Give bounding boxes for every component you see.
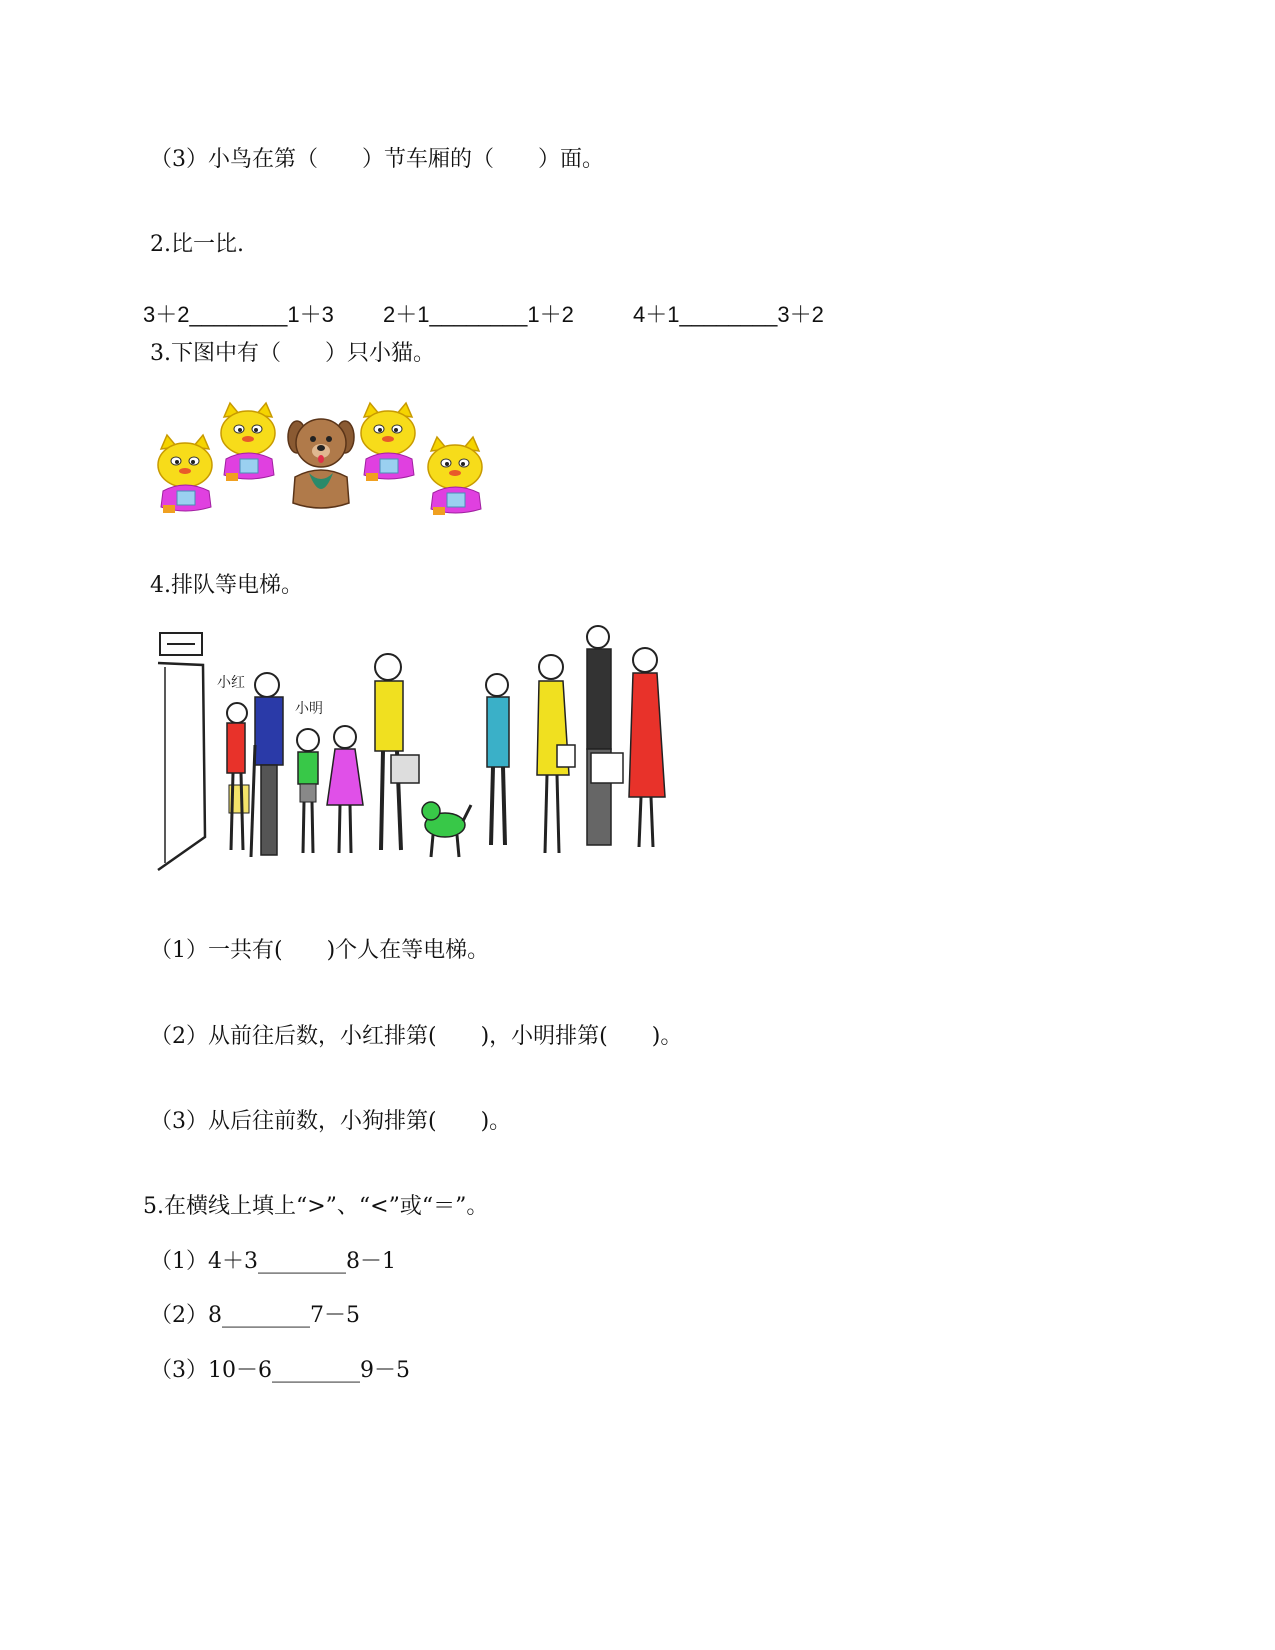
question-5-item-3: （3）10－6________9－5 — [150, 1358, 410, 1383]
compare-item-1: 3＋2________1＋3 — [143, 302, 334, 327]
question-2-title: 2.比一比. — [150, 232, 244, 257]
kittens-figure — [150, 395, 495, 520]
question-4-sub-1: （1）一共有( )个人在等电梯。 — [150, 938, 490, 963]
person-man-yellow — [375, 654, 419, 850]
person-girl-pink — [327, 726, 363, 853]
elevator-queue-figure — [155, 625, 670, 885]
question-5-item-2: （2）8________7－5 — [150, 1303, 360, 1328]
compare-item-2: 2＋1________1＋2 — [383, 302, 574, 327]
person-man-suit — [587, 626, 623, 845]
person-old-man — [251, 673, 283, 857]
compare-item-3: 4＋1________3＋2 — [633, 302, 824, 327]
person-man-striped — [486, 674, 509, 845]
person-woman-red — [629, 648, 665, 847]
dog — [422, 802, 471, 857]
question-4-sub-3: （3）从后往前数，小狗排第( )。 — [150, 1109, 512, 1134]
question-5-item-1: （1）4＋3________8－1 — [150, 1249, 396, 1274]
question-4-title: 4.排队等电梯。 — [150, 573, 303, 598]
question-5-title: 5.在横线上填上“>”、“<”或“＝”。 — [143, 1194, 489, 1219]
person-woman-yellow — [537, 655, 575, 853]
person-xiaohong — [227, 703, 249, 850]
label-xiaoming: 小明 — [295, 701, 323, 717]
question-3-title: 3.下图中有（ ）只小猫。 — [150, 341, 435, 366]
question-4-sub-2: （2）从前往后数，小红排第( )，小明排第( )。 — [150, 1024, 683, 1049]
person-xiaoming — [297, 729, 319, 853]
label-xiaohong: 小红 — [217, 675, 245, 691]
question-1-part-3: （3）小鸟在第（ ）节车厢的（ ）面。 — [150, 147, 604, 172]
